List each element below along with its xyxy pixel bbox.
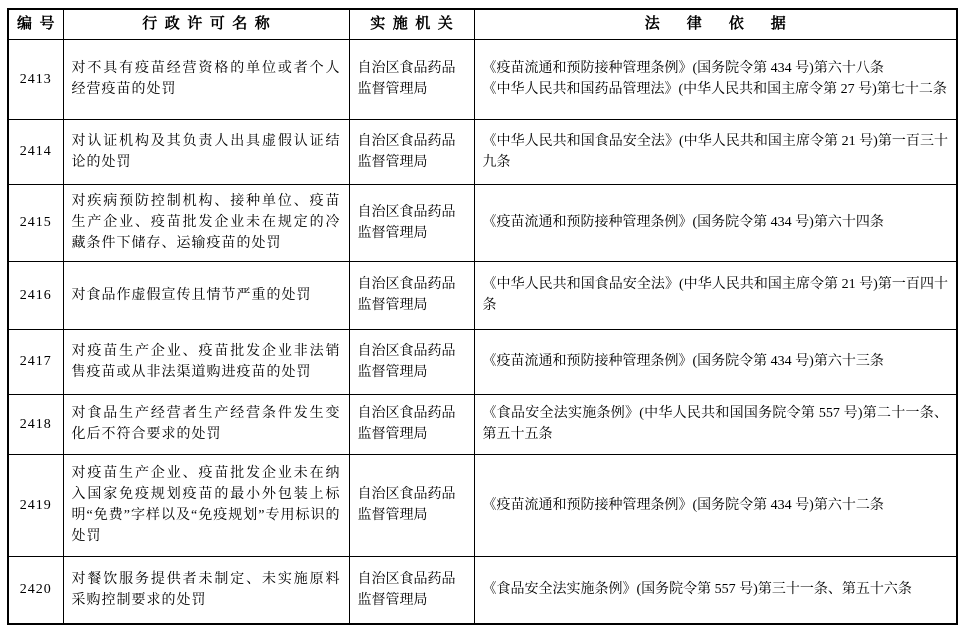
legal-basis-entry: 《疫苗流通和预防接种管理条例》(国务院令第 434 号)第六十四条 <box>482 215 884 230</box>
table-row <box>8 119 957 184</box>
agency-cell: 自治区食品药品监督管理局 <box>349 394 474 454</box>
permit-name-cell: 对食品生产经营者生产经营条件发生变化后不符合要求的处罚 <box>63 394 349 454</box>
col-header-agency: 实施机关 <box>349 9 474 39</box>
legal-basis-cell <box>474 394 957 454</box>
table-row <box>8 184 957 261</box>
table-row <box>8 261 957 329</box>
legal-basis-cell <box>474 454 957 556</box>
legal-basis-cell <box>474 329 957 394</box>
agency-cell: 自治区食品药品监督管理局 <box>349 329 474 394</box>
legal-basis-entry: 《疫苗流通和预防接种管理条例》(国务院令第 434 号)第六十八条 <box>482 61 884 76</box>
legal-basis-entry: 《中华人民共和国食品安全法》(中华人民共和国主席令第 21 号)第一百三十九条 <box>482 133 948 170</box>
legal-basis-cell <box>474 119 957 184</box>
agency-cell: 自治区食品药品监督管理局 <box>349 39 474 119</box>
permit-id-cell: 2413 <box>8 39 63 119</box>
table-row <box>8 39 957 119</box>
legal-basis-cell <box>474 39 957 119</box>
permit-id-cell: 2416 <box>8 261 63 329</box>
legal-basis-entry: 《中华人民共和国食品安全法》(中华人民共和国主席令第 21 号)第一百四十条 <box>482 277 948 313</box>
agency-cell: 自治区食品药品监督管理局 <box>349 556 474 624</box>
legal-basis-entry: 《疫苗流通和预防接种管理条例》(国务院令第 434 号)第六十二条 <box>482 497 884 513</box>
permit-id-cell: 2419 <box>8 454 63 556</box>
permit-id-cell: 2415 <box>8 184 63 261</box>
col-header-legal: 法律依据 <box>474 9 957 39</box>
agency-cell: 自治区食品药品监督管理局 <box>349 119 474 184</box>
legal-basis-cell <box>474 261 957 329</box>
agency-cell: 自治区食品药品监督管理局 <box>349 261 474 329</box>
table-header <box>8 9 957 39</box>
legal-basis-entry: 《疫苗流通和预防接种管理条例》(国务院令第 434 号)第六十三条 <box>482 354 884 369</box>
header-row <box>8 9 957 39</box>
table-row <box>8 394 957 454</box>
permit-id-cell: 2417 <box>8 329 63 394</box>
permit-name-cell: 对认证机构及其负责人出具虚假认证结论的处罚 <box>63 119 349 184</box>
permit-name-cell: 对不具有疫苗经营资格的单位或者个人经营疫苗的处罚 <box>63 39 349 119</box>
permit-id-cell: 2414 <box>8 119 63 184</box>
permit-id-cell: 2418 <box>8 394 63 454</box>
permit-name-cell: 对餐饮服务提供者未制定、未实施原料采购控制要求的处罚 <box>63 556 349 624</box>
permit-name-cell: 对疾病预防控制机构、接种单位、疫苗生产企业、疫苗批发企业未在规定的冷藏条件下储存、运输疫苗的处罚 <box>63 184 349 261</box>
table-row <box>8 454 957 556</box>
permit-name-cell: 对疫苗生产企业、疫苗批发企业非法销售疫苗或从非法渠道购进疫苗的处罚 <box>63 329 349 394</box>
permit-name-cell: 对疫苗生产企业、疫苗批发企业未在纳入国家免疫规划疫苗的最小外包装上标明“免费”字样以及“免疫规划”专用标识的处罚 <box>63 454 349 556</box>
table-body <box>8 39 957 624</box>
legal-basis-cell <box>474 556 957 624</box>
permit-name-cell: 对食品作虚假宣传且情节严重的处罚 <box>63 261 349 329</box>
agency-cell: 自治区食品药品监督管理局 <box>349 184 474 261</box>
agency-cell: 自治区食品药品监督管理局 <box>349 454 474 556</box>
col-header-id: 编号 <box>8 9 63 39</box>
legal-basis-cell <box>474 184 957 261</box>
legal-basis-entry: 《食品安全法实施条例》(国务院令第 557 号)第三十一条、第五十六条 <box>482 582 912 598</box>
col-header-name: 行政许可名称 <box>63 9 349 39</box>
table-row <box>8 329 957 394</box>
legal-basis-entry: 《中华人民共和国药品管理法》(中华人民共和国主席令第 27 号)第七十二条 <box>482 82 947 97</box>
legal-basis-entry: 《食品安全法实施条例》(中华人民共和国国务院令第 557 号)第二十一条、第五十五条 <box>482 406 948 442</box>
permit-id-cell: 2420 <box>8 556 63 624</box>
table-row <box>8 556 957 624</box>
administrative-permit-table <box>7 8 958 625</box>
